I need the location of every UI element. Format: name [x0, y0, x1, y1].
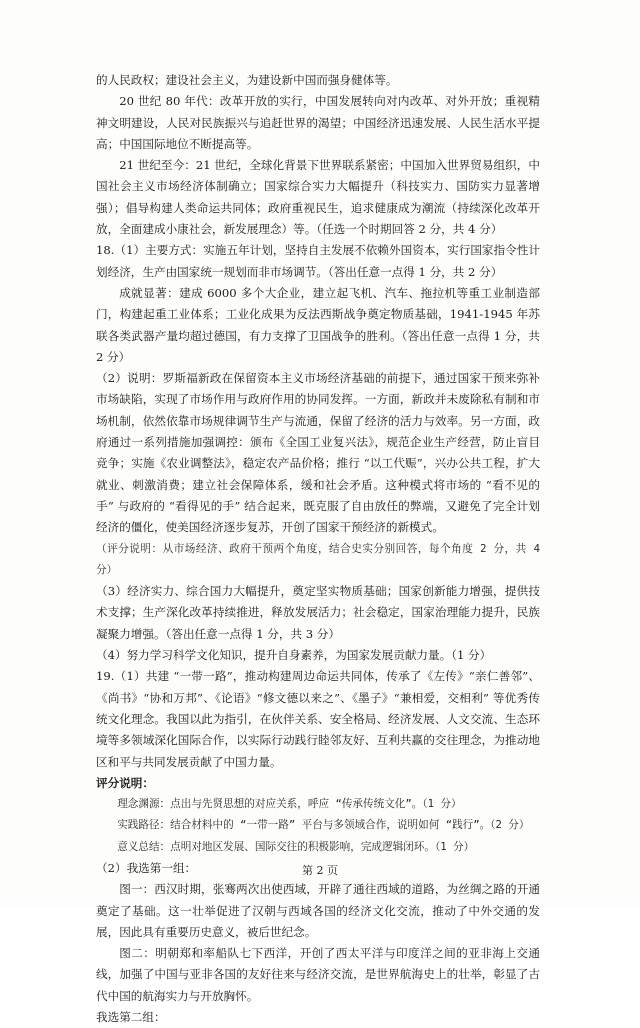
- page-number: 第 2 页: [302, 864, 338, 877]
- scoring-item-practice: 实践路径：结合材料中的 “一带一路” 平台与多领域合作，说明如何 “践行”。（2 分）: [117, 819, 530, 832]
- q19-part2-choice: （2）我选第一组：: [96, 860, 197, 875]
- line-1: 的人民政权；建设社会主义，为建设新中国而强身健体等。: [96, 73, 398, 87]
- q18-part1-methods: 18.（1）主要方式：实施五年计划，坚持自主发展不依赖外国资本，实行国家指令性计划经济，生产由国家统一规划而非市场调节。（答出任意一点得 1 分，共 2 分）: [96, 243, 540, 279]
- q18-part1-achievements: 成就显著：建成 6000 多个大企业，建立起飞机、汽车、拖拉机等重工业制造部门，构建起重工业体系；工业化成果为反法西斯战争奠定物质基础，1941-1945 年苏联各类武器产量均超过德国，有力支撑了卫国战争的胜利。（答出任意一点得 1 分，共 2 分）: [96, 285, 540, 364]
- q18-part2: （2）说明：罗斯福新政在保留资本主义市场经济基础的前提下，通过国家干预来弥补市场缺陷，实现了市场作用与政府作用的协同发挥。一方面，新政并未废除私有制和市场机制，依然依靠市场规律调节生产与流通，保留了经济的活力与效率。另一方面，政府通过一系列措施加强调控：颁布《全国工业复兴法》，规范企业生产经营，防止盲目竞争；实施《农业调整法》，稳定农产品价格；推行 “以工代赈”，兴办公共工程，扩大就业、刺激消费；建立社会保障体系，缓和社会矛盾。这种模式将市场的 “看不见的手” 与政府的 “看得见的手” 结合起来，既克服了自由放任的弊端，又避免了完全计划经济的僵化，使美国经济逐步复苏，开创了国家干预经济的新模式。: [96, 371, 540, 535]
- picture-1-answer: 图一：西汉时期，张骞两次出使西域，开辟了通往西域的道路，为丝绸之路的开通奠定了基础。这一壮举促进了汉朝与西域各国的经济文化交流，推动了中外交通的发展，因此具有重要历史意义，被后世纪念。: [96, 882, 540, 939]
- q18-part3: （3）经济实力、综合国力大幅提升，奠定坚实物质基础；国家创新能力增强，提供技术支撑；生产深化改革持续推进，释放发展活力；社会稳定，国家治理能力提升，民族凝聚力增强。（答出任意一点得 1 分，共 3 分）: [96, 584, 540, 641]
- scoring-heading: 评分说明：: [96, 775, 154, 790]
- q19-part1: 19.（1）共建 “一带一路”，推动构建周边命运共同体，传承了《左传》“亲仁善邻”、《尚书》“协和万邦”、《论语》“修文德以来之”、《墨子》“兼相爱，交相利” 等优秀传统文化理念。我国以此为指引，在伙伴关系、安全格局、经济发展、人文交流、生态环境等多领域深化国际合作，以实际行动践行睦邻友好、互利共赢的交往理念，为推动地区和平与共同发展贡献了中国力量。: [96, 669, 540, 769]
- period-1980s: 20 世纪 80 年代：改革开放的实行，中国发展转向对内改革、对外开放；重视精神文明建设，人民对民族振兴与追赶世界的渴望；中国经济迅速发展、人民生活水平提高；中国国际地位不断提高等。: [96, 94, 540, 151]
- q18-part4: （4）努力学习科学文化知识，提升自身素养，为国家发展贡献力量。（1 分）: [96, 648, 492, 663]
- picture-2-answer: 图二：明朝郑和率船队七下西洋，开创了西太平洋与印度洋之间的亚非海上交通线，加强了中国与亚非各国的友好往来与经济交流，是世界航海史上的壮举，彰显了古代中国的航海实力与开放胸怀。: [96, 946, 540, 1003]
- period-21st-century: 21 世纪至今：21 世纪，全球化背景下世界联系紧密；中国加入世界贸易组织，中国社会主义市场经济体制确立；国家综合实力大幅提升（科技实力、国防实力显著增强）；倡导构建人类命运共同体；政府重视民生，追求健康成为潮流（持续深化改革开放，全面建成小康社会，新发展理念）等。（任选一个时期回答 2 分，共 4 分）: [96, 158, 540, 237]
- scoring-item-origin: 理念渊源：点出与先贤思想的对应关系，呼应 “传承传统文化”。（1 分）: [117, 798, 462, 811]
- q18-part2-scoring-note: （评分说明：从市场经济、政府干预两个角度，结合史实分别回答，每个角度 2 分，共 4 分）: [96, 542, 540, 576]
- scoring-item-significance: 意义总结：点明对地区发展、国际交往的积极影响，完成逻辑闭环。（1 分）: [117, 840, 475, 853]
- second-group-choice: 我选第二组：: [96, 1010, 166, 1025]
- answer-text: [96, 70, 540, 1028]
